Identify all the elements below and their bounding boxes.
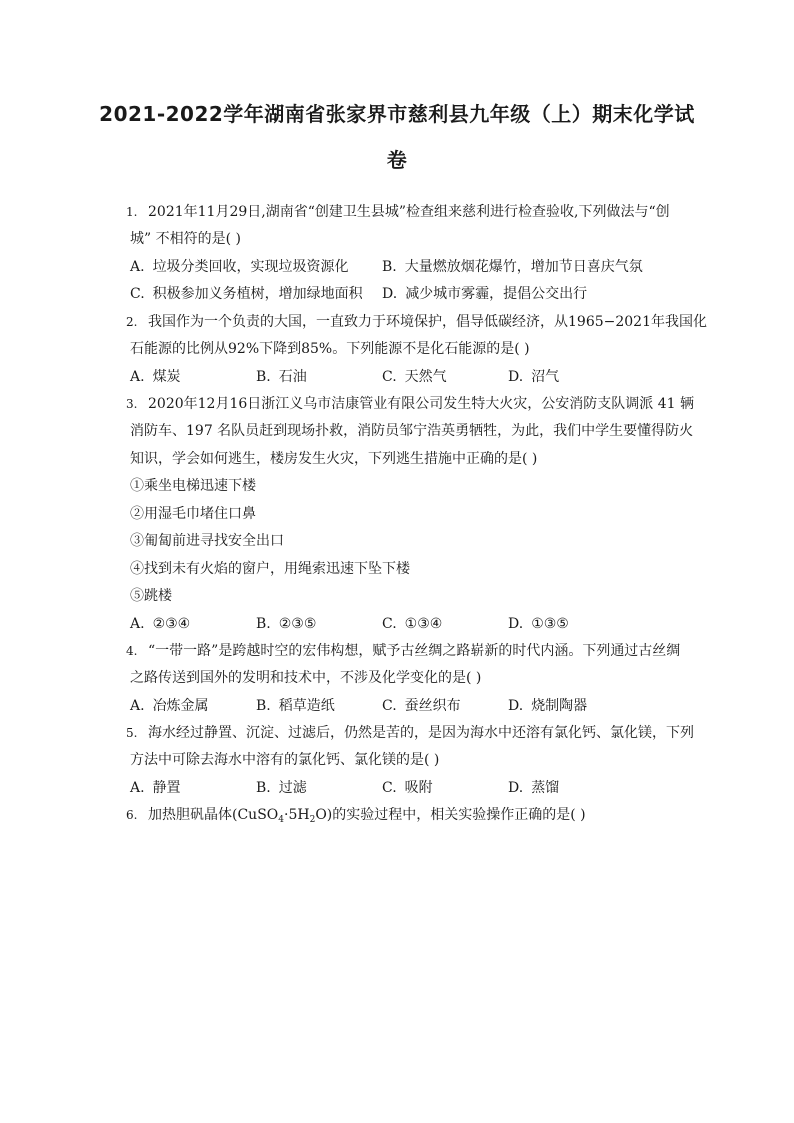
option-d[interactable]: D. 蒸馏 — [508, 780, 560, 796]
exam-title-line-1: 2021-2022学年湖南省张家界市慈利县九年级（上）期末化学试 — [99, 102, 695, 126]
question-1-options-row-2 — [130, 281, 696, 308]
question-text: 2020年12月16日浙江义乌市洁康管业有限公司发生特大火灾，公安消防支队调派 41 辆 — [148, 396, 694, 412]
question-text: 知识，学会如何逃生，楼房发生火灾，下列逃生措施中正确的是( ) — [130, 451, 538, 467]
question-number: 1. — [126, 205, 138, 219]
option-a[interactable]: A. 垃圾分类回收，实现垃圾资源化 — [130, 259, 349, 275]
option-c[interactable]: C. 天然气 — [382, 369, 447, 385]
question-text: “一带一路”是跨越时空的宏伟构想，赋予古丝绸之路崭新的时代内涵。下列通过古丝绸 — [148, 643, 681, 659]
list-item: ⑤跳楼 — [130, 588, 172, 604]
option-a[interactable]: A. 冶炼金属 — [130, 698, 209, 714]
list-item: ①乘坐电梯迅速下楼 — [130, 478, 256, 494]
list-item: ③匍匐前进寻找安全出口 — [130, 533, 284, 549]
option-b[interactable]: B. 稻草造纸 — [256, 698, 335, 714]
option-b[interactable]: B. 大量燃放烟花爆竹，增加节日喜庆气氛 — [382, 259, 643, 275]
option-a[interactable]: A. ②③④ — [130, 616, 191, 632]
list-item: ②用湿毛巾堵住口鼻 — [130, 506, 256, 522]
question-text: 我国作为一个负责的大国，一直致力于环境保护，倡导低碳经济，从1965−2021年我国化 — [148, 314, 707, 330]
question-number: 5. — [126, 726, 138, 740]
list-item: ④找到未有火焰的窗户，用绳索迅速下坠下楼 — [130, 561, 410, 577]
question-text: 方法中可除去海水中溶有的氯化钙、氯化镁的是( ) — [130, 752, 440, 768]
exam-title-line-2: 卷 — [386, 148, 408, 172]
question-number: 2. — [126, 315, 138, 329]
subscript: 2 — [309, 815, 316, 825]
option-d[interactable]: D. 沼气 — [508, 369, 560, 385]
question-text: 消防车、197 名队员赶到现场扑救，消防员邹宁浩英勇牺牲，为此，我们中学生要懂得防火 — [130, 423, 694, 439]
option-c[interactable]: C. 蚕丝织布 — [382, 698, 461, 714]
option-d[interactable]: D. 减少城市雾霾，提倡公交出行 — [382, 286, 588, 302]
option-b[interactable]: B. 石油 — [256, 369, 307, 385]
question-number: 6. — [126, 808, 138, 822]
option-a[interactable]: A. 静置 — [130, 780, 181, 796]
question-3-options — [130, 611, 696, 638]
question-1-options-row-1 — [130, 254, 696, 281]
question-5-options — [130, 775, 696, 802]
option-a[interactable]: A. 煤炭 — [130, 369, 181, 385]
question-text: 2021年11月29日,湖南省“创建卫生县城”检查组来慈利进行检查验收,下列做法与“创 — [148, 204, 670, 220]
question-number: 3. — [126, 397, 138, 411]
subscript: 4 — [278, 815, 284, 825]
question-4-options — [130, 693, 696, 720]
option-c[interactable]: C. 吸附 — [382, 780, 433, 796]
question-2-options — [130, 364, 696, 391]
question-text: 之路传送到国外的发明和技术中，不涉及化学变化的是( ) — [130, 670, 482, 686]
question-text: 海水经过静置、沉淀、过滤后，仍然是苦的，是因为海水中还溶有氯化钙、氯化镁，下列 — [148, 725, 694, 741]
option-b[interactable]: B. ②③⑤ — [256, 616, 317, 632]
option-b[interactable]: B. 过滤 — [256, 780, 307, 796]
question-number: 4. — [126, 644, 138, 658]
question-text: 加热胆矾晶体$(CuSO_4\cdot 5H_2O)$的实验过程中，相关实验操作正确的是( ) — [148, 807, 586, 825]
question-text: 石能源的比例从92%下降到85%。下列能源不是化石能源的是( ) — [130, 341, 530, 357]
option-d[interactable]: D. ①③⑤ — [508, 616, 569, 632]
option-c[interactable]: C. 积极参加义务植树，增加绿地面积 — [130, 286, 363, 302]
question-text: 城” 不相符的是( ) — [130, 231, 241, 247]
option-c[interactable]: C. ①③④ — [382, 616, 443, 632]
option-d[interactable]: D. 烧制陶器 — [508, 698, 588, 714]
